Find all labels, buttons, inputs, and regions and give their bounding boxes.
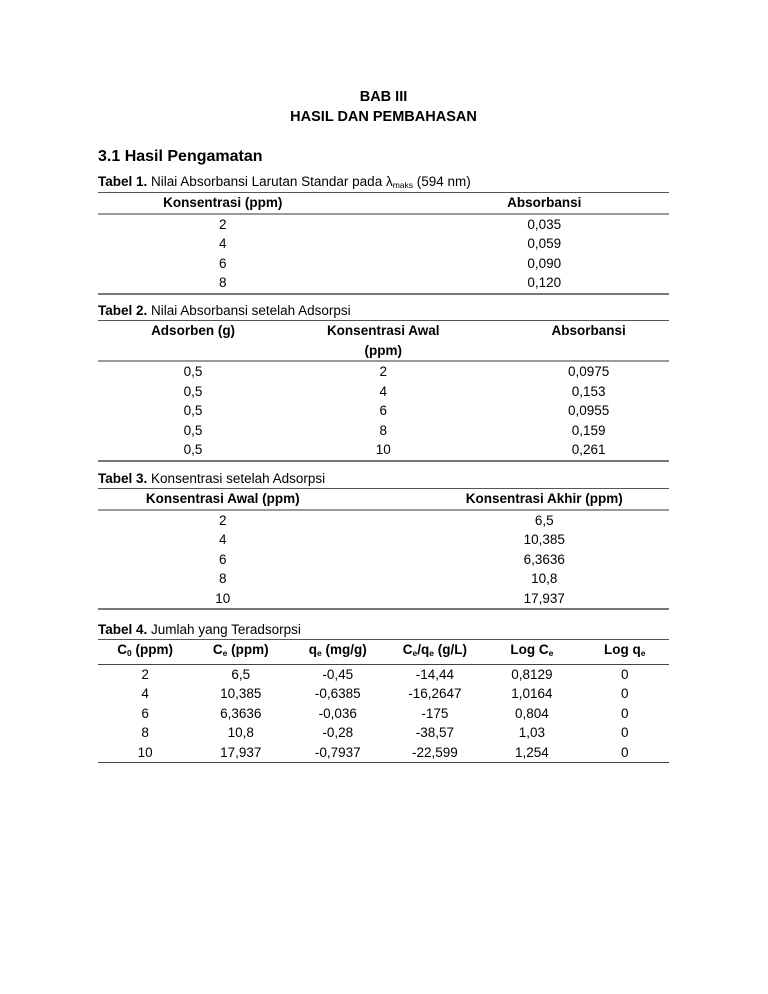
table-row (98, 421, 669, 441)
chapter-title: HASIL DAN PEMBAHASAN (290, 109, 477, 125)
table-row (98, 704, 669, 724)
table-cell: 0,5 (183, 422, 203, 438)
table-cell: 2 (141, 666, 149, 682)
table-2-header-konsentrasi-awal (288, 321, 478, 362)
table-cell: 10,8 (531, 571, 558, 586)
table-row (98, 254, 669, 274)
chapter-heading: BAB III (359, 89, 408, 105)
header-text: q (308, 642, 318, 657)
table-1-header-konsentrasi: Konsentrasi (ppm) (98, 193, 384, 214)
table-4-caption-text: Jumlah yang Teradsorpsi (151, 622, 301, 637)
table-cell: 17,937 (192, 743, 289, 763)
table-4-header-ce (192, 640, 289, 665)
table-row (98, 664, 669, 684)
table-cell: -38,57 (415, 725, 454, 740)
table-cell: 10 (98, 589, 384, 610)
table-cell: 1,0164 (511, 686, 553, 701)
table-cell: -175 (421, 705, 449, 721)
table-cell: 4 (218, 532, 227, 547)
table-cell: 0,5 (98, 440, 288, 461)
table-cell: 0,5 (183, 364, 203, 379)
table-cell: -0,036 (318, 705, 357, 721)
table-cell: 6 (379, 403, 387, 418)
table-cell: 6,5 (534, 512, 554, 528)
table-cell: 10,385 (220, 686, 262, 701)
header-subscript: e (222, 648, 228, 658)
table-cell: -0,7937 (289, 743, 386, 763)
table-cell: 0,0975 (567, 364, 610, 379)
table-cell: 1,03 (518, 725, 546, 740)
table-4-header-ce-qe (386, 640, 483, 665)
table-cell: 10,8 (227, 725, 254, 740)
header-text: (g/L) (433, 642, 467, 657)
table-4-label: Tabel 4. (98, 622, 148, 637)
table-row (98, 401, 669, 421)
table-cell: 10 (288, 440, 478, 461)
table-cell: 8 (141, 725, 149, 740)
table-cell: 8 (379, 422, 387, 438)
table-cell: 0 (620, 725, 629, 740)
table-cell: 6 (218, 551, 227, 567)
table-cell: 0,804 (515, 705, 549, 721)
table-4-header-qe (289, 640, 386, 665)
table-row (98, 440, 669, 461)
table-2-caption (98, 303, 351, 319)
table-cell: -0,45 (322, 666, 354, 682)
table-3-header-konsentrasi-awal: Konsentrasi Awal (ppm) (98, 489, 384, 510)
table-cell: 6,3636 (523, 551, 565, 567)
table-row (98, 273, 669, 294)
table-row (98, 234, 669, 254)
table-3-caption-text: Konsentrasi setelah Adsorpsi (151, 471, 326, 486)
table-1-caption-text: Nilai Absorbansi Larutan Standar pada λ (151, 174, 393, 189)
header-subscript: e (412, 648, 418, 658)
table-2-caption-text: Nilai Absorbansi setelah Adsorpsi (151, 303, 351, 318)
table-1-caption (98, 174, 471, 193)
table-cell: 0,035 (527, 216, 562, 232)
table-cell: 0,159 (571, 422, 606, 438)
table-1-caption-subscript: maks (392, 180, 414, 190)
table-row (98, 382, 669, 402)
header-text: (ppm) (227, 642, 269, 657)
table-cell: 2 (218, 216, 227, 232)
table-row (98, 550, 669, 570)
table-cell: 1,254 (483, 743, 580, 763)
table-4 (98, 639, 669, 763)
table-3-label: Tabel 3. (98, 471, 148, 486)
table-cell: 0,261 (478, 440, 669, 461)
table-2-header-konsentrasi-awal-line2: (ppm) (364, 342, 402, 358)
table-4-caption (98, 622, 301, 638)
table-cell: 6,5 (231, 666, 251, 682)
table-cell: 4 (379, 383, 387, 399)
table-2-header-absorbansi: Absorbansi (478, 321, 669, 362)
table-3-header-konsentrasi-akhir: Konsentrasi Akhir (ppm) (384, 489, 670, 510)
table-row (98, 510, 669, 531)
header-subscript: 0 (126, 648, 132, 658)
header-text: /q (417, 642, 430, 657)
table-cell: 10,385 (523, 532, 565, 547)
table-cell: 0 (620, 666, 629, 682)
table-1-label: Tabel 1. (98, 174, 148, 189)
header-text: (ppm) (131, 642, 173, 657)
table-cell: 0,5 (183, 383, 203, 399)
header-text: (mg/g) (321, 642, 367, 657)
header-text: C (117, 642, 127, 657)
table-2-header-adsorben: Adsorben (g) (98, 321, 288, 362)
header-text: C (212, 642, 223, 657)
header-text: C (402, 642, 413, 657)
table-cell: 4 (141, 686, 149, 701)
header-subscript: e (548, 648, 554, 658)
table-row (98, 684, 669, 704)
table-cell: 17,937 (384, 589, 670, 610)
table-cell: -0,6385 (314, 686, 361, 701)
table-row (98, 530, 669, 550)
table-cell: 0,059 (527, 236, 562, 251)
table-4-header-c0 (98, 640, 192, 665)
table-1-caption-suffix: (594 nm) (413, 174, 471, 189)
table-cell: 2 (379, 364, 387, 379)
table-cell: 8 (218, 571, 227, 586)
header-text: Log C (510, 642, 549, 657)
table-3-caption (98, 471, 325, 487)
table-cell: -22,599 (386, 743, 483, 763)
table-cell: 0 (620, 705, 629, 721)
table-cell: 0 (620, 686, 629, 701)
table-2-header-konsentrasi-awal-line1: Konsentrasi Awal (326, 323, 440, 338)
table-cell: 6,3636 (220, 705, 262, 721)
table-row (98, 361, 669, 382)
table-cell: 0,153 (571, 383, 606, 399)
table-cell: 10 (98, 743, 192, 763)
header-text: Log q (603, 642, 641, 657)
table-cell: 0 (580, 743, 669, 763)
table-row (98, 214, 669, 235)
table-cell: 6 (141, 705, 149, 721)
table-row (98, 743, 669, 763)
table-2 (98, 320, 669, 462)
header-subscript: e (429, 648, 434, 658)
table-row (98, 589, 669, 610)
table-cell: 6 (218, 255, 227, 271)
table-4-header-log-ce (483, 640, 580, 665)
table-cell: 4 (218, 236, 227, 251)
header-subscript: e (317, 648, 322, 658)
table-cell: 2 (218, 512, 227, 528)
section-heading: 3.1 Hasil Pengamatan (98, 148, 263, 165)
table-cell: 0,0955 (567, 403, 610, 418)
table-cell: -0,28 (322, 725, 354, 740)
table-row (98, 723, 669, 743)
table-1-header-absorbansi: Absorbansi (384, 193, 670, 214)
table-cell: 0,120 (384, 273, 670, 294)
table-cell: 0,090 (527, 255, 562, 271)
table-1 (98, 192, 669, 295)
table-cell: 0,8129 (511, 666, 553, 682)
table-cell: -14,44 (415, 666, 454, 682)
table-cell: 8 (98, 273, 384, 294)
table-3 (98, 488, 669, 610)
table-4-header-log-qe (580, 640, 669, 665)
table-2-label: Tabel 2. (98, 303, 148, 318)
header-subscript: e (640, 648, 646, 658)
table-row (98, 569, 669, 589)
table-cell: 0,5 (183, 403, 203, 418)
table-cell: -16,2647 (408, 686, 462, 701)
